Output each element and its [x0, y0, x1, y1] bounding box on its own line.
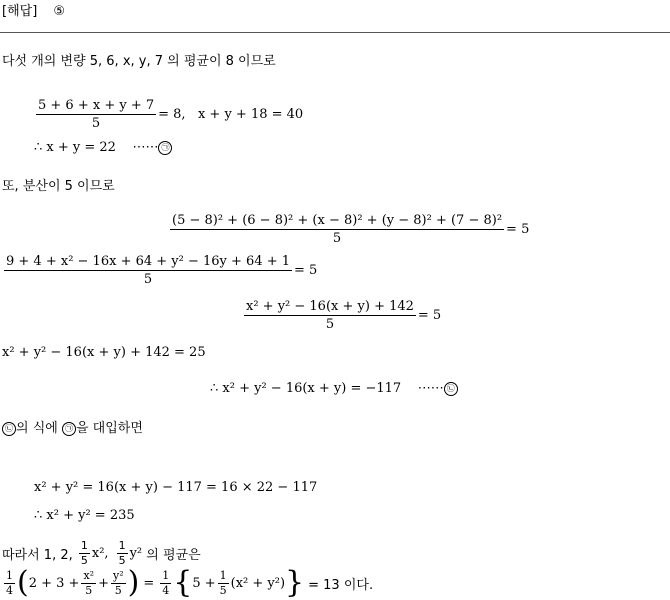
- final-equation: $\frac{1}{4}$ ( 2 + 3 + $\frac{\text{x²}}{5}$ + $\frac{\text{y²}}{5}$ ) = $\frac{1}{4}$ { 5 + $\frac{1}{5}$ (x² + y²) } = 13 이다.: [6, 565, 374, 600]
- equation-mean: $\frac{5 + 6 + x + y + 7}{5}$ = 8, x + y + 18 = 40: [38, 98, 304, 131]
- variance-intro: 또, 분산이 5 이므로: [2, 179, 115, 194]
- equation-xy-sum: ∴ x + y = 22 ⋯⋯ ㉠: [34, 140, 172, 155]
- answer-label: [해답]: [2, 4, 38, 19]
- mark-nieun: ㉡: [444, 382, 458, 396]
- intro-text: 다섯 개의 변량 5, 6, x, y, 7 의 평균이 8 이므로: [2, 54, 276, 69]
- final-intro: 따라서 1, 2, $\frac{1}{5}$ x², $\frac{1}{5}$ y² 의 평균은: [2, 539, 201, 567]
- mark-giyeok: ㉠: [158, 141, 172, 155]
- substitution-text: ㉡ 의 식에 ㉠ 을 대입하면: [2, 417, 143, 436]
- mean-fraction: $\frac{5 + 6 + x + y + 7}{5}$: [38, 98, 155, 131]
- answer-value: ⑤: [53, 4, 66, 19]
- equation-result-b: ∴ x² + y² − 16(x + y) = −117 ⋯⋯ ㉡: [210, 381, 458, 396]
- equation-sum-squares: ∴ x² + y² = 235: [34, 508, 135, 523]
- equation-simplified: $\frac{\text{x² + y² − 16(x + y) + 142}}{5}$ = 5: [246, 299, 442, 332]
- answer-header: [2, 0, 65, 19]
- equation-expanded: $\frac{\text{9 + 4 + x² − 16x + 64 + y² − 16y + 64 + 1}}{5}$ = 5: [6, 254, 318, 287]
- header-divider: [0, 32, 670, 33]
- equation-variance: $\frac{\text{(5 − 8)² + (6 − 8)² + (x − 8)² + (y − 8)² + (7 − 8)²}}{5}$ = 5: [172, 213, 530, 246]
- equation-cleared: x² + y² − 16(x + y) + 142 = 25: [2, 345, 206, 360]
- equation-substituted: x² + y² = 16(x + y) − 117 = 16 × 22 − 117: [34, 480, 318, 495]
